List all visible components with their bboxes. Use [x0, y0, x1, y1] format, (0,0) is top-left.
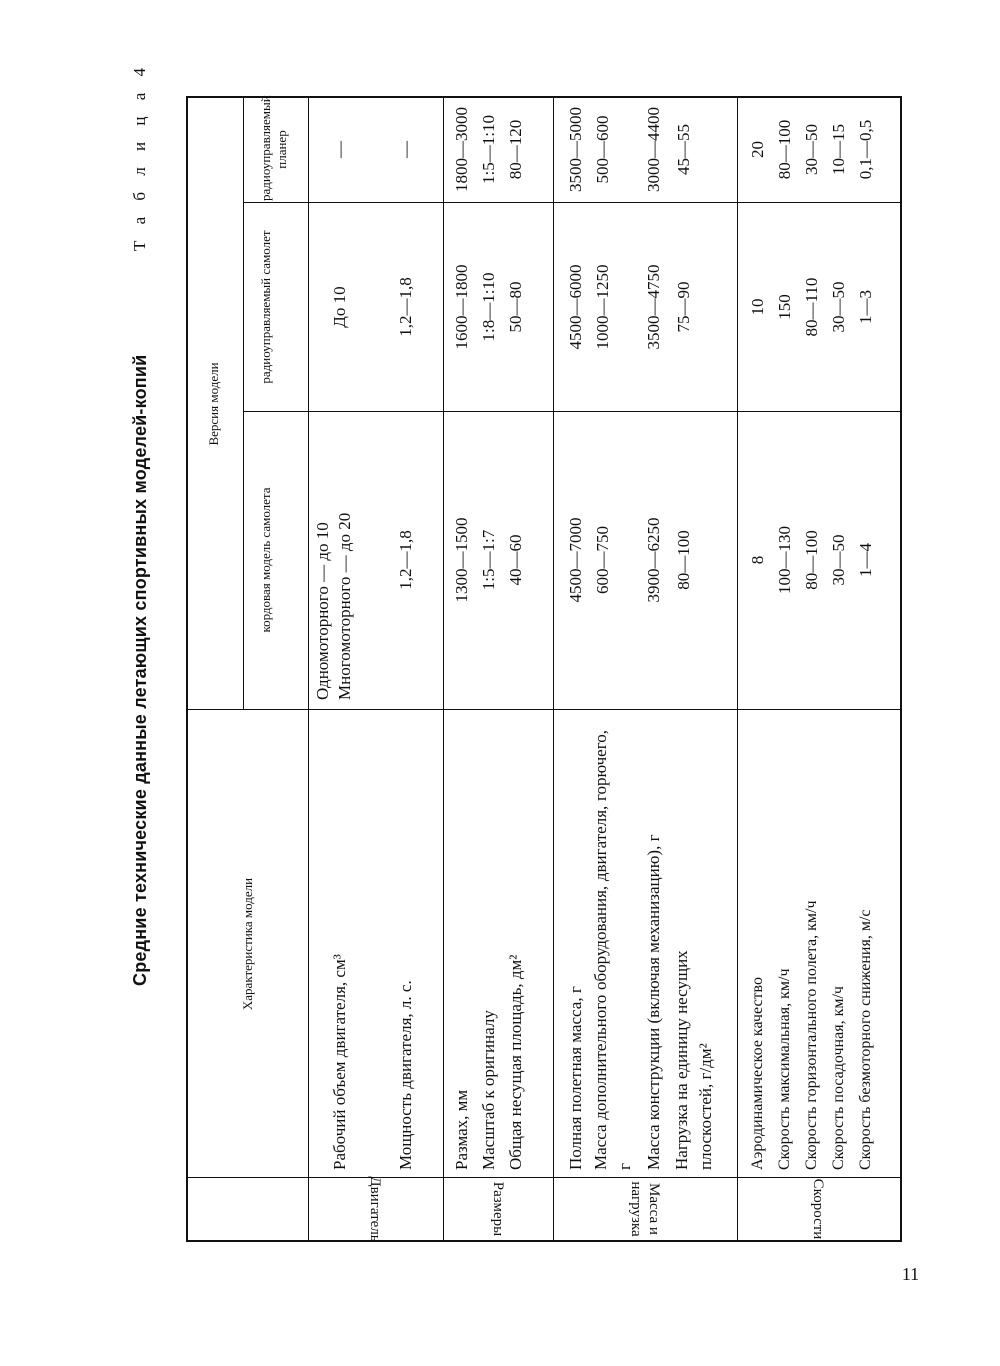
row-value-col1: 150: [775, 294, 794, 320]
row-label: Полная полетная масса, г: [566, 986, 585, 1170]
row-label: Размах, мм: [452, 1089, 471, 1170]
specs-table: [186, 96, 902, 1242]
row-value-col1: 3500—4750: [644, 264, 663, 350]
row-value-col2: 30—50: [802, 124, 821, 175]
row-value-col2: 10—15: [829, 124, 848, 175]
row-value-col3: 1300—1500: [452, 517, 471, 603]
row-value-col3: 600—750: [593, 526, 612, 594]
group-divider-3: [737, 98, 738, 1240]
row-value-col1: 1000—1250: [593, 264, 612, 350]
table-label: Т а б л и ц а 4: [130, 61, 149, 251]
row-label: Масса дополнительного оборудования, двигателя, горючего, г: [591, 730, 634, 1170]
row-value-col3: 1,2—1,8: [396, 530, 415, 590]
row-label: Масса конструкции (включая механизацию), г: [644, 834, 663, 1170]
row-value-col3: 30—50: [829, 534, 848, 586]
row-value-col3: 1:5—1:7: [479, 529, 498, 591]
row-label: Масштаб к оригиналу: [479, 1010, 498, 1170]
col2-divider: [243, 202, 900, 203]
row-value-col1: 30—50: [829, 281, 848, 333]
row-value-col3: Одномоторного — до 10: [313, 522, 332, 700]
row-value-col3: 40—60: [506, 534, 525, 586]
row-label: Скорость посадочная, км/ч: [830, 986, 847, 1170]
row-value-col2: 20: [748, 141, 767, 158]
group-dimensions: Размеры: [490, 1181, 506, 1237]
row-label: Общая несущая площадь, дм²: [506, 954, 525, 1170]
version-divider: [243, 98, 244, 710]
header-characteristic: Характеристика модели: [240, 877, 255, 1011]
row-label: Рабочий объем двигателя, см³: [330, 954, 349, 1170]
group-divider-2: [553, 98, 554, 1240]
row-value-col2: 1800—3000: [452, 107, 471, 192]
row-value-col3: 8: [748, 555, 767, 565]
row-value-col2: 500—600: [593, 115, 612, 184]
row-value-col2: 3000—4400: [644, 107, 663, 192]
header-col2: радиоуправляемый планер: [258, 95, 289, 201]
header-col3: кордовая модель самолета: [258, 487, 273, 633]
row-label: Скорость максимальная, км/ч: [776, 968, 793, 1170]
header-version: Версия модели: [206, 362, 221, 446]
row-value-col2: 45—55: [674, 124, 693, 175]
row-value-col1: До 10: [330, 286, 349, 328]
row-value-col3: 4500—7000: [566, 517, 585, 603]
row-value-col1: 10: [748, 298, 767, 316]
row-label: Мощность двигателя, л. с.: [396, 980, 415, 1170]
row-value-col2: 80—100: [775, 119, 794, 180]
row-value-col1: 1:8—1:10: [479, 272, 498, 342]
header-divider: [308, 98, 309, 1240]
row-label: Скорость горизонтального полета, км/ч: [803, 900, 820, 1170]
row-value-col2: 80—120: [506, 119, 525, 180]
row-value-col2: —: [330, 141, 349, 158]
row-value-col1: 4500—6000: [566, 264, 585, 350]
header-col1: радиоуправляемый самолет: [258, 230, 273, 384]
row-value-col1: 80—110: [802, 277, 821, 337]
row-value-col3: 80—100: [674, 530, 693, 590]
row-value-col1: 1600—1800: [452, 264, 471, 350]
row-label: Скорость безмоторного снижения, м/с: [857, 909, 874, 1170]
row-value-col1: 75—90: [674, 281, 693, 333]
group-speeds: Скорости: [810, 1178, 827, 1240]
row-value-col1: 50—80: [506, 281, 525, 333]
row-value-col3: 80—100: [802, 530, 821, 590]
row-value-col2: 1:5—1:10: [479, 115, 498, 184]
group-mass: Масса и нагрузка: [628, 1181, 662, 1237]
row-value-col3: 100—130: [775, 526, 794, 594]
row-value-col3: 3900—6250: [644, 517, 663, 603]
row-value-col1: 1,2—1,8: [396, 277, 415, 337]
row-value-col3: 1—4: [856, 543, 875, 577]
row-value-col1: 1—3: [856, 290, 875, 324]
group-divider-1: [443, 98, 444, 1240]
table-title: Средние технические данные летающих спортивных моделей-копий: [130, 354, 150, 986]
row-value-col2: 3500—5000: [566, 107, 585, 192]
row-label: Нагрузка на единицу несущих плоскостей, г/дм²: [672, 950, 715, 1170]
row-value-col3-extra: Многомоторного — до 20: [335, 512, 354, 700]
page-number: 11: [901, 1263, 920, 1284]
row-value-col2: —: [396, 141, 415, 158]
group-engine: Двигатель: [367, 1176, 384, 1242]
row-value-col2: 0,1—0,5: [856, 119, 875, 180]
row-label: Аэродинамическое качество: [749, 977, 766, 1170]
